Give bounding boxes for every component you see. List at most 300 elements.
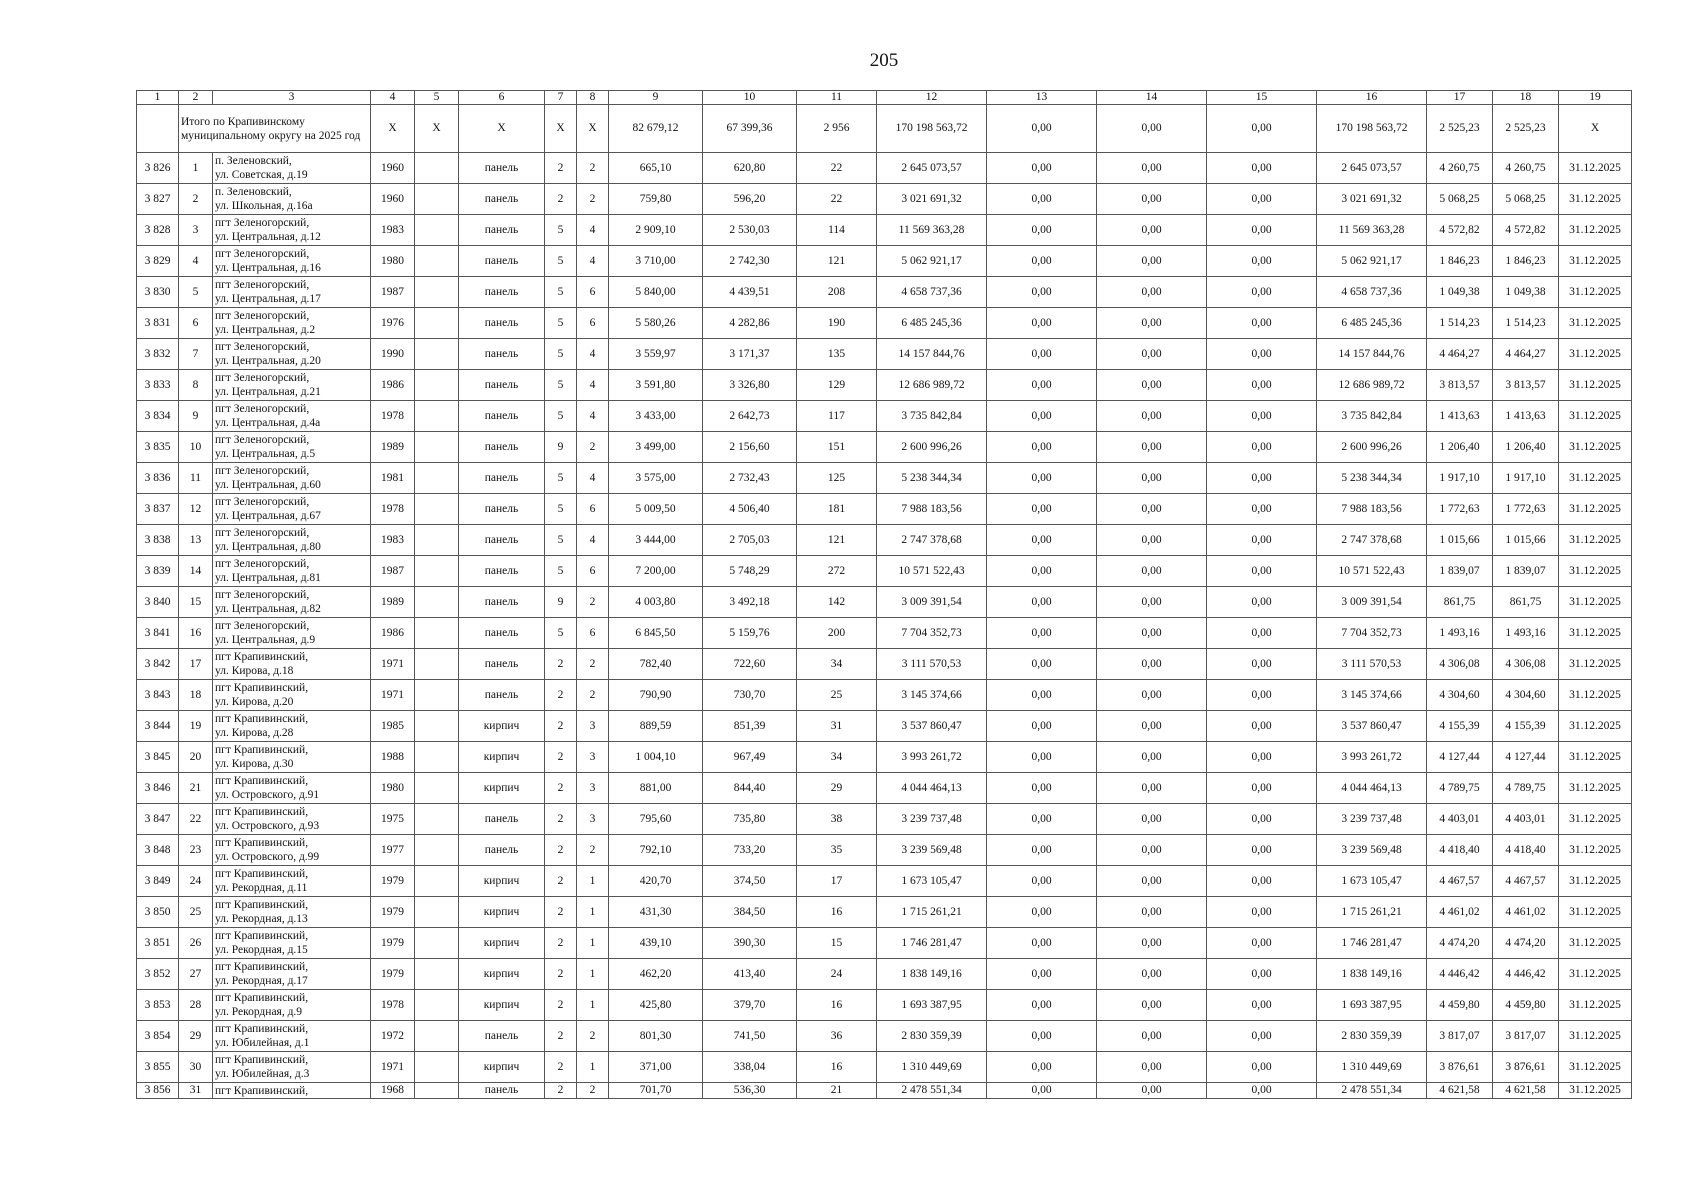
address-street: ул. Центральная, д.80 <box>215 541 321 553</box>
table-row <box>137 649 1632 680</box>
cell-col-8: 2 <box>577 835 609 866</box>
cell-col-11: 22 <box>797 184 877 215</box>
cell-col-16: 3 993 261,72 <box>1317 742 1427 773</box>
address-street: ул. Центральная, д.20 <box>215 355 321 367</box>
cell-col-6: панель <box>459 215 545 246</box>
cell-col-15: 0,00 <box>1207 959 1317 990</box>
cell-col-19: 31.12.2025 <box>1559 711 1632 742</box>
cell-col-11: 129 <box>797 370 877 401</box>
address-street: ул. Юбилейная, д.1 <box>215 1037 310 1049</box>
cell-col-19: 31.12.2025 <box>1559 680 1632 711</box>
cell-col-7: 2 <box>545 742 577 773</box>
cell-col-8: 1 <box>577 928 609 959</box>
cell-col-12: 2 600 996,26 <box>877 432 987 463</box>
cell-col-1: 3 849 <box>137 866 179 897</box>
cell-col-4: 1979 <box>371 866 415 897</box>
cell-col-17: 4 572,82 <box>1427 215 1493 246</box>
cell-col-14: 0,00 <box>1097 897 1207 928</box>
cell-col-18: 1 493,16 <box>1493 618 1559 649</box>
cell-col-6: кирпич <box>459 742 545 773</box>
cell-col-13: 0,00 <box>987 866 1097 897</box>
address-street: ул. Островского, д.93 <box>215 820 320 832</box>
cell-col-16: 10 571 522,43 <box>1317 556 1427 587</box>
address-cell <box>213 866 371 897</box>
cell-col-14: 0,00 <box>1097 277 1207 308</box>
cell-col-11: 24 <box>797 959 877 990</box>
cell-col-15: 0,00 <box>1207 680 1317 711</box>
cell-col-18: 1 917,10 <box>1493 463 1559 494</box>
address-locality: пгт Крапивинский, <box>215 1054 309 1066</box>
cell-col-15: 0,00 <box>1207 1021 1317 1052</box>
cell-col-9: 790,90 <box>609 680 703 711</box>
cell-col-2: 9 <box>179 401 213 432</box>
cell-col-18: 4 572,82 <box>1493 215 1559 246</box>
column-number-14: 14 <box>1097 91 1207 105</box>
cell-col-10: 5 748,29 <box>703 556 797 587</box>
cell-col-10: 844,40 <box>703 773 797 804</box>
cell-col-9: 889,59 <box>609 711 703 742</box>
cell-col-14: 0,00 <box>1097 525 1207 556</box>
cell-col-19: 31.12.2025 <box>1559 246 1632 277</box>
cell-col-7: 2 <box>545 897 577 928</box>
cell-col-6: панель <box>459 587 545 618</box>
cell-col-5 <box>415 649 459 680</box>
cell-col-7: 2 <box>545 959 577 990</box>
table-row <box>137 773 1632 804</box>
cell-col-17: 5 068,25 <box>1427 184 1493 215</box>
cell-col-1: 3 851 <box>137 928 179 959</box>
cell-col-13: 0,00 <box>987 1021 1097 1052</box>
cell-col-14: 0,00 <box>1097 339 1207 370</box>
column-number-9: 9 <box>609 91 703 105</box>
cell-col-9: 801,30 <box>609 1021 703 1052</box>
cell-col-17: 1 015,66 <box>1427 525 1493 556</box>
address-cell <box>213 649 371 680</box>
cell-col-6: панель <box>459 432 545 463</box>
cell-col-8: 6 <box>577 556 609 587</box>
cell-col-4: 1990 <box>371 339 415 370</box>
address-locality: пгт Крапивинский, <box>215 651 309 663</box>
total-cell-14: 0,00 <box>1097 105 1207 153</box>
cell-col-16: 2 600 996,26 <box>1317 432 1427 463</box>
cell-col-8: 1 <box>577 866 609 897</box>
cell-col-16: 7 988 183,56 <box>1317 494 1427 525</box>
cell-col-14: 0,00 <box>1097 618 1207 649</box>
cell-col-6: панель <box>459 804 545 835</box>
cell-col-9: 6 845,50 <box>609 618 703 649</box>
address-locality: пгт Крапивинский, <box>215 992 309 1004</box>
cell-col-18: 1 413,63 <box>1493 401 1559 432</box>
cell-col-19: 31.12.2025 <box>1559 990 1632 1021</box>
cell-col-17: 4 461,02 <box>1427 897 1493 928</box>
address-cell <box>213 1083 371 1099</box>
table-row <box>137 804 1632 835</box>
cell-col-16: 4 658 737,36 <box>1317 277 1427 308</box>
cell-col-19: 31.12.2025 <box>1559 215 1632 246</box>
address-street: ул. Школьная, д.16а <box>215 200 313 212</box>
cell-col-14: 0,00 <box>1097 773 1207 804</box>
column-number-17: 17 <box>1427 91 1493 105</box>
cell-col-7: 2 <box>545 649 577 680</box>
address-cell <box>213 556 371 587</box>
address-cell <box>213 308 371 339</box>
table-row <box>137 556 1632 587</box>
address-locality: пгт Крапивинский, <box>215 868 309 880</box>
cell-col-8: 2 <box>577 587 609 618</box>
cell-col-10: 413,40 <box>703 959 797 990</box>
cell-col-14: 0,00 <box>1097 959 1207 990</box>
cell-col-12: 1 693 387,95 <box>877 990 987 1021</box>
cell-col-7: 2 <box>545 773 577 804</box>
cell-col-17: 4 474,20 <box>1427 928 1493 959</box>
cell-col-1: 3 854 <box>137 1021 179 1052</box>
cell-col-19: 31.12.2025 <box>1559 618 1632 649</box>
cell-col-15: 0,00 <box>1207 525 1317 556</box>
cell-col-12: 3 993 261,72 <box>877 742 987 773</box>
cell-col-13: 0,00 <box>987 153 1097 184</box>
cell-col-8: 6 <box>577 308 609 339</box>
table-row <box>137 959 1632 990</box>
address-street: ул. Островского, д.99 <box>215 851 320 863</box>
address-locality: пгт Зеленогорский, <box>215 403 310 415</box>
cell-col-14: 0,00 <box>1097 308 1207 339</box>
cell-col-19: 31.12.2025 <box>1559 308 1632 339</box>
address-locality: пгт Крапивинский, <box>215 682 309 694</box>
address-street: ул. Советская, д.19 <box>215 169 308 181</box>
address-cell <box>213 184 371 215</box>
cell-col-12: 12 686 989,72 <box>877 370 987 401</box>
cell-col-16: 1 673 105,47 <box>1317 866 1427 897</box>
cell-col-12: 3 145 374,66 <box>877 680 987 711</box>
address-cell <box>213 463 371 494</box>
cell-col-12: 2 830 359,39 <box>877 1021 987 1052</box>
cell-col-19: 31.12.2025 <box>1559 184 1632 215</box>
cell-col-9: 425,80 <box>609 990 703 1021</box>
column-number-19: 19 <box>1559 91 1632 105</box>
registry-table <box>136 90 1632 1099</box>
address-locality: пгт Зеленогорский, <box>215 217 310 229</box>
cell-col-18: 5 068,25 <box>1493 184 1559 215</box>
cell-col-8: 4 <box>577 401 609 432</box>
cell-col-13: 0,00 <box>987 184 1097 215</box>
cell-col-15: 0,00 <box>1207 928 1317 959</box>
address-cell <box>213 928 371 959</box>
address-street: ул. Центральная, д.12 <box>215 231 321 243</box>
cell-col-16: 3 009 391,54 <box>1317 587 1427 618</box>
cell-col-2: 16 <box>179 618 213 649</box>
cell-col-6: панель <box>459 649 545 680</box>
cell-col-12: 3 239 737,48 <box>877 804 987 835</box>
cell-col-2: 15 <box>179 587 213 618</box>
cell-col-6: панель <box>459 153 545 184</box>
cell-col-1: 3 826 <box>137 153 179 184</box>
cell-col-10: 3 171,37 <box>703 339 797 370</box>
column-number-6: 6 <box>459 91 545 105</box>
cell-col-9: 439,10 <box>609 928 703 959</box>
cell-col-2: 1 <box>179 153 213 184</box>
cell-col-16: 3 239 737,48 <box>1317 804 1427 835</box>
cell-col-14: 0,00 <box>1097 1083 1207 1099</box>
cell-col-19: 31.12.2025 <box>1559 587 1632 618</box>
total-cell-7: X <box>545 105 577 153</box>
cell-col-2: 27 <box>179 959 213 990</box>
cell-col-4: 1981 <box>371 463 415 494</box>
cell-col-10: 851,39 <box>703 711 797 742</box>
table-row <box>137 525 1632 556</box>
cell-col-12: 7 704 352,73 <box>877 618 987 649</box>
cell-col-10: 338,04 <box>703 1052 797 1083</box>
cell-col-8: 4 <box>577 370 609 401</box>
cell-col-10: 374,50 <box>703 866 797 897</box>
cell-col-10: 3 326,80 <box>703 370 797 401</box>
cell-col-13: 0,00 <box>987 618 1097 649</box>
cell-col-11: 121 <box>797 246 877 277</box>
cell-col-2: 10 <box>179 432 213 463</box>
cell-col-17: 1 917,10 <box>1427 463 1493 494</box>
cell-col-8: 4 <box>577 339 609 370</box>
cell-col-16: 2 747 378,68 <box>1317 525 1427 556</box>
cell-col-12: 3 111 570,53 <box>877 649 987 680</box>
cell-col-13: 0,00 <box>987 804 1097 835</box>
cell-col-16: 5 062 921,17 <box>1317 246 1427 277</box>
address-locality: пгт Крапивинский, <box>215 930 309 942</box>
cell-col-6: кирпич <box>459 1052 545 1083</box>
cell-col-15: 0,00 <box>1207 649 1317 680</box>
cell-col-14: 0,00 <box>1097 246 1207 277</box>
cell-col-12: 3 009 391,54 <box>877 587 987 618</box>
total-cell-9: 82 679,12 <box>609 105 703 153</box>
registry-table-wrapper <box>136 90 1632 1099</box>
cell-col-1: 3 844 <box>137 711 179 742</box>
cell-col-16: 12 686 989,72 <box>1317 370 1427 401</box>
cell-col-12: 3 735 842,84 <box>877 401 987 432</box>
cell-col-6: панель <box>459 1083 545 1099</box>
cell-col-8: 2 <box>577 680 609 711</box>
table-row <box>137 246 1632 277</box>
cell-col-4: 1989 <box>371 432 415 463</box>
cell-col-1: 3 828 <box>137 215 179 246</box>
cell-col-4: 1983 <box>371 215 415 246</box>
cell-col-9: 1 004,10 <box>609 742 703 773</box>
cell-col-18: 4 446,42 <box>1493 959 1559 990</box>
cell-col-18: 4 474,20 <box>1493 928 1559 959</box>
cell-col-16: 1 715 261,21 <box>1317 897 1427 928</box>
cell-col-13: 0,00 <box>987 370 1097 401</box>
cell-col-5 <box>415 432 459 463</box>
column-number-18: 18 <box>1493 91 1559 105</box>
cell-col-18: 4 403,01 <box>1493 804 1559 835</box>
address-cell <box>213 401 371 432</box>
cell-col-9: 5 009,50 <box>609 494 703 525</box>
cell-col-10: 730,70 <box>703 680 797 711</box>
cell-col-5 <box>415 680 459 711</box>
cell-col-19: 31.12.2025 <box>1559 1052 1632 1083</box>
cell-col-4: 1972 <box>371 1021 415 1052</box>
column-number-row <box>137 91 1632 105</box>
cell-col-5 <box>415 463 459 494</box>
address-cell <box>213 990 371 1021</box>
cell-col-12: 1 715 261,21 <box>877 897 987 928</box>
cell-col-13: 0,00 <box>987 215 1097 246</box>
cell-col-19: 31.12.2025 <box>1559 649 1632 680</box>
address-cell <box>213 1021 371 1052</box>
cell-col-4: 1978 <box>371 494 415 525</box>
cell-col-15: 0,00 <box>1207 742 1317 773</box>
address-street: ул. Кирова, д.28 <box>215 727 294 739</box>
address-street: ул. Центральная, д.9 <box>215 634 316 646</box>
cell-col-4: 1980 <box>371 773 415 804</box>
cell-col-1: 3 848 <box>137 835 179 866</box>
page-number: 205 <box>869 50 899 71</box>
cell-col-17: 4 789,75 <box>1427 773 1493 804</box>
cell-col-15: 0,00 <box>1207 618 1317 649</box>
cell-col-15: 0,00 <box>1207 1052 1317 1083</box>
address-street: ул. Центральная, д.21 <box>215 386 321 398</box>
cell-col-5 <box>415 308 459 339</box>
address-cell <box>213 587 371 618</box>
cell-col-7: 5 <box>545 246 577 277</box>
cell-col-2: 7 <box>179 339 213 370</box>
address-locality: пгт Зеленогорский, <box>215 434 310 446</box>
cell-col-6: панель <box>459 835 545 866</box>
cell-col-12: 10 571 522,43 <box>877 556 987 587</box>
cell-col-16: 3 239 569,48 <box>1317 835 1427 866</box>
cell-col-6: панель <box>459 277 545 308</box>
cell-col-14: 0,00 <box>1097 711 1207 742</box>
column-number-11: 11 <box>797 91 877 105</box>
address-street: ул. Рекордная, д.9 <box>215 1006 303 1018</box>
cell-col-15: 0,00 <box>1207 184 1317 215</box>
cell-col-15: 0,00 <box>1207 866 1317 897</box>
cell-col-8: 2 <box>577 649 609 680</box>
cell-col-18: 4 789,75 <box>1493 773 1559 804</box>
cell-col-8: 2 <box>577 1021 609 1052</box>
cell-col-8: 3 <box>577 804 609 835</box>
column-number-4: 4 <box>371 91 415 105</box>
cell-col-15: 0,00 <box>1207 463 1317 494</box>
cell-col-12: 14 157 844,76 <box>877 339 987 370</box>
cell-col-10: 379,70 <box>703 990 797 1021</box>
cell-col-1: 3 856 <box>137 1083 179 1099</box>
cell-col-13: 0,00 <box>987 742 1097 773</box>
address-street: ул. Кирова, д.30 <box>215 758 294 770</box>
table-row <box>137 618 1632 649</box>
cell-col-15: 0,00 <box>1207 215 1317 246</box>
cell-col-2: 29 <box>179 1021 213 1052</box>
cell-col-7: 5 <box>545 339 577 370</box>
cell-col-6: панель <box>459 463 545 494</box>
cell-col-5 <box>415 618 459 649</box>
address-street: ул. Кирова, д.18 <box>215 665 294 677</box>
cell-col-2: 14 <box>179 556 213 587</box>
cell-col-2: 17 <box>179 649 213 680</box>
column-number-16: 16 <box>1317 91 1427 105</box>
address-locality: пгт Зеленогорский, <box>215 496 310 508</box>
cell-col-1: 3 841 <box>137 618 179 649</box>
cell-col-8: 1 <box>577 1052 609 1083</box>
address-locality: пгт Крапивинский, <box>215 837 309 849</box>
cell-col-2: 21 <box>179 773 213 804</box>
cell-col-16: 6 485 245,36 <box>1317 308 1427 339</box>
cell-col-10: 4 282,86 <box>703 308 797 339</box>
address-locality: пгт Зеленогорский, <box>215 372 310 384</box>
cell-col-9: 3 433,00 <box>609 401 703 432</box>
cell-col-7: 2 <box>545 804 577 835</box>
cell-col-11: 16 <box>797 990 877 1021</box>
cell-col-13: 0,00 <box>987 401 1097 432</box>
table-row <box>137 928 1632 959</box>
cell-col-15: 0,00 <box>1207 153 1317 184</box>
cell-col-2: 20 <box>179 742 213 773</box>
cell-col-11: 25 <box>797 680 877 711</box>
cell-col-13: 0,00 <box>987 587 1097 618</box>
cell-col-14: 0,00 <box>1097 401 1207 432</box>
cell-col-7: 2 <box>545 711 577 742</box>
table-row <box>137 184 1632 215</box>
cell-col-17: 1 049,38 <box>1427 277 1493 308</box>
cell-col-19: 31.12.2025 <box>1559 494 1632 525</box>
cell-col-16: 1 838 149,16 <box>1317 959 1427 990</box>
cell-col-19: 31.12.2025 <box>1559 1083 1632 1099</box>
cell-col-4: 1971 <box>371 649 415 680</box>
column-number-2: 2 <box>179 91 213 105</box>
cell-col-7: 5 <box>545 618 577 649</box>
cell-col-19: 31.12.2025 <box>1559 153 1632 184</box>
address-street: ул. Центральная, д.5 <box>215 448 316 460</box>
cell-col-18: 3 876,61 <box>1493 1052 1559 1083</box>
cell-col-8: 2 <box>577 153 609 184</box>
cell-col-15: 0,00 <box>1207 711 1317 742</box>
cell-col-11: 114 <box>797 215 877 246</box>
cell-col-1: 3 852 <box>137 959 179 990</box>
cell-col-7: 5 <box>545 463 577 494</box>
cell-col-4: 1978 <box>371 990 415 1021</box>
cell-col-5 <box>415 866 459 897</box>
cell-col-16: 5 238 344,34 <box>1317 463 1427 494</box>
cell-col-6: панель <box>459 1021 545 1052</box>
cell-col-14: 0,00 <box>1097 928 1207 959</box>
address-cell <box>213 246 371 277</box>
cell-col-9: 431,30 <box>609 897 703 928</box>
cell-col-6: панель <box>459 339 545 370</box>
cell-col-5 <box>415 587 459 618</box>
cell-col-11: 31 <box>797 711 877 742</box>
cell-col-14: 0,00 <box>1097 990 1207 1021</box>
cell-col-12: 3 021 691,32 <box>877 184 987 215</box>
cell-col-6: панель <box>459 494 545 525</box>
cell-col-11: 121 <box>797 525 877 556</box>
address-street: ул. Центральная, д.60 <box>215 479 321 491</box>
cell-col-5 <box>415 835 459 866</box>
cell-col-14: 0,00 <box>1097 370 1207 401</box>
cell-col-14: 0,00 <box>1097 587 1207 618</box>
table-row <box>137 990 1632 1021</box>
address-street: ул. Рекордная, д.13 <box>215 913 308 925</box>
address-cell <box>213 680 371 711</box>
cell-col-1: 3 829 <box>137 246 179 277</box>
cell-col-18: 1 772,63 <box>1493 494 1559 525</box>
cell-col-7: 2 <box>545 835 577 866</box>
cell-col-13: 0,00 <box>987 494 1097 525</box>
cell-col-16: 7 704 352,73 <box>1317 618 1427 649</box>
cell-col-13: 0,00 <box>987 1052 1097 1083</box>
address-street: ул. Островского, д.91 <box>215 789 320 801</box>
cell-col-12: 2 645 073,57 <box>877 153 987 184</box>
cell-col-12: 6 485 245,36 <box>877 308 987 339</box>
cell-col-13: 0,00 <box>987 246 1097 277</box>
total-row <box>137 105 1632 153</box>
cell-col-12: 11 569 363,28 <box>877 215 987 246</box>
